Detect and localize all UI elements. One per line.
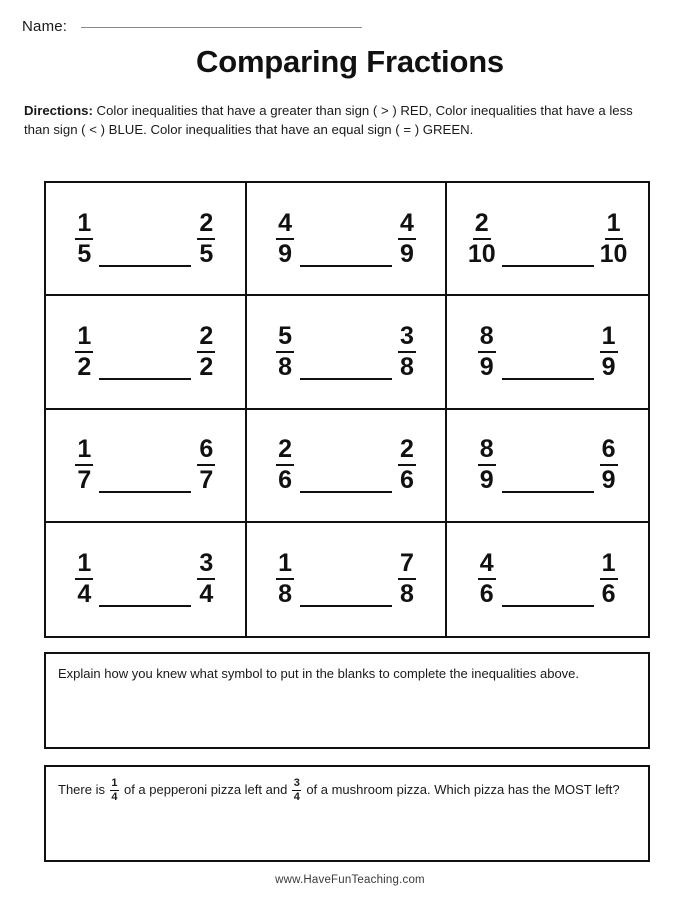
right-fraction-numerator: 4 [398, 211, 416, 240]
right-fraction-denominator: 5 [199, 239, 214, 268]
pizza-prompt-part3: of a mushroom pizza. Which pizza has the MOST left? [306, 781, 620, 797]
left-fraction-denominator: 7 [77, 466, 92, 495]
comparison-problem [46, 321, 245, 381]
left-fraction-denominator: 10 [467, 239, 496, 268]
pizza-fraction-two [292, 778, 301, 803]
left-fraction-denominator: 6 [278, 466, 292, 495]
comparison-symbol-blank[interactable] [300, 437, 392, 493]
left-fraction-denominator: 5 [77, 239, 92, 268]
left-fraction-numerator: 1 [75, 551, 93, 580]
directions-label: Directions: [24, 103, 93, 118]
comparison-problem [447, 321, 648, 381]
left-fraction [478, 437, 496, 493]
comparison-symbol-blank[interactable] [300, 324, 392, 380]
left-fraction-denominator: 6 [479, 580, 494, 609]
fraction-cell[interactable] [247, 523, 448, 636]
comparison-problem [46, 437, 245, 493]
right-fraction-numerator: 1 [605, 211, 623, 240]
left-fraction-numerator: 8 [478, 437, 496, 466]
name-write-line[interactable] [81, 27, 362, 28]
comparison-symbol-blank[interactable] [99, 551, 191, 607]
left-fraction-denominator: 2 [77, 352, 92, 381]
left-fraction [75, 437, 93, 493]
left-fraction-numerator: 1 [276, 551, 294, 580]
comparison-symbol-blank[interactable] [99, 324, 191, 380]
left-fraction-numerator: 4 [478, 551, 496, 580]
name-field-row [22, 18, 362, 35]
left-fraction [75, 321, 93, 381]
left-fraction [75, 551, 93, 607]
comparison-problem [447, 208, 648, 268]
fraction-cell[interactable] [447, 183, 648, 296]
right-fraction-denominator: 9 [399, 239, 414, 268]
left-fraction-denominator: 9 [278, 239, 292, 268]
comparison-problem [447, 551, 648, 607]
right-fraction-denominator: 9 [601, 466, 616, 495]
fraction-problem-grid [44, 181, 650, 638]
left-fraction-denominator: 4 [77, 580, 92, 609]
fraction-cell[interactable] [447, 410, 648, 523]
right-fraction-numerator: 7 [398, 551, 416, 580]
comparison-symbol-blank[interactable] [502, 324, 594, 380]
fraction-cell[interactable] [46, 523, 247, 636]
right-fraction-denominator: 8 [399, 580, 414, 609]
left-fraction-numerator: 8 [478, 324, 496, 353]
explain-prompt: Explain how you knew what symbol to put in the blanks to complete the inequalities above. [58, 666, 580, 681]
left-fraction [467, 208, 496, 268]
left-fraction-numerator: 1 [75, 211, 93, 240]
right-fraction-denominator: 9 [601, 352, 616, 381]
right-fraction-numerator: 2 [197, 211, 215, 240]
left-fraction [276, 551, 294, 607]
right-fraction-numerator: 1 [600, 551, 618, 580]
left-fraction [75, 208, 93, 268]
pizza-prompt-part2: of a pepperoni pizza left and [123, 781, 288, 797]
right-fraction-denominator: 6 [601, 580, 616, 609]
right-fraction-numerator: 3 [398, 324, 416, 353]
left-fraction [276, 208, 294, 268]
right-fraction [600, 321, 618, 381]
left-fraction-numerator: 4 [276, 211, 294, 240]
right-fraction [197, 208, 215, 268]
right-fraction-denominator: 4 [199, 580, 214, 609]
left-fraction-denominator: 8 [278, 580, 292, 609]
page-title: Comparing Fractions [196, 44, 504, 79]
comparison-symbol-blank[interactable] [502, 551, 594, 607]
pizza-fraction-one [110, 778, 119, 803]
left-fraction-numerator: 5 [276, 324, 294, 353]
right-fraction-denominator: 10 [599, 239, 628, 268]
comparison-problem [247, 321, 446, 381]
left-fraction-denominator: 9 [479, 466, 494, 495]
comparison-problem [447, 437, 648, 493]
left-fraction-denominator: 9 [479, 352, 494, 381]
footer-website: www.HaveFunTeaching.com [275, 874, 425, 886]
right-fraction-denominator: 8 [399, 352, 414, 381]
fraction-cell[interactable] [46, 296, 247, 409]
comparison-problem [247, 437, 446, 493]
pizza-prompt [46, 767, 648, 802]
right-fraction-numerator: 6 [197, 437, 215, 466]
right-fraction [398, 437, 416, 493]
fraction-cell[interactable] [247, 296, 448, 409]
comparison-symbol-blank[interactable] [99, 211, 191, 267]
name-label: Name: [22, 18, 68, 35]
left-fraction-numerator: 1 [75, 324, 93, 353]
left-fraction [276, 437, 294, 493]
comparison-symbol-blank[interactable] [502, 437, 594, 493]
pizza-fraction-two-denominator: 4 [293, 791, 300, 803]
left-fraction-numerator: 2 [473, 211, 491, 240]
right-fraction [197, 551, 215, 607]
fraction-cell[interactable] [247, 410, 448, 523]
left-fraction [478, 551, 496, 607]
comparison-symbol-blank[interactable] [300, 551, 392, 607]
fraction-cell[interactable] [247, 183, 448, 296]
right-fraction-numerator: 2 [398, 437, 416, 466]
left-fraction [276, 321, 294, 381]
left-fraction-denominator: 8 [278, 352, 292, 381]
fraction-cell[interactable] [46, 183, 247, 296]
fraction-cell[interactable] [447, 296, 648, 409]
pizza-prompt-part1: There is [58, 781, 105, 797]
right-fraction [600, 437, 618, 493]
right-fraction [197, 437, 215, 493]
right-fraction [599, 208, 628, 268]
right-fraction [600, 551, 618, 607]
right-fraction [398, 321, 416, 381]
directions-text: Color inequalities that have a greater than sign ( > ) RED, Color inequalities that have a less than sign ( < ) BLUE. Color inequalities that have an equal sign ( = ) GREEN. [24, 103, 633, 137]
right-fraction-denominator: 7 [199, 466, 214, 495]
comparison-problem [46, 551, 245, 607]
comparison-symbol-blank[interactable] [99, 437, 191, 493]
right-fraction-numerator: 1 [600, 324, 618, 353]
comparison-symbol-blank[interactable] [300, 211, 392, 267]
pizza-fraction-one-denominator: 4 [111, 791, 118, 803]
right-fraction [398, 551, 416, 607]
comparison-problem [247, 551, 446, 607]
right-fraction-numerator: 3 [197, 551, 215, 580]
pizza-fraction-one-numerator: 1 [111, 777, 118, 789]
right-fraction-numerator: 6 [600, 437, 618, 466]
right-fraction [197, 321, 215, 381]
right-fraction-denominator: 2 [199, 352, 214, 381]
left-fraction [478, 321, 496, 381]
directions [24, 102, 654, 139]
pizza-word-problem-box[interactable] [44, 765, 650, 862]
comparison-problem [46, 208, 245, 268]
right-fraction-numerator: 2 [197, 324, 215, 353]
comparison-problem [247, 208, 446, 268]
comparison-symbol-blank[interactable] [502, 211, 594, 267]
fraction-cell[interactable] [447, 523, 648, 636]
fraction-cell[interactable] [46, 410, 247, 523]
pizza-fraction-two-numerator: 3 [293, 777, 300, 789]
explain-answer-box[interactable] [44, 652, 650, 749]
left-fraction-numerator: 1 [75, 437, 93, 466]
right-fraction [398, 208, 416, 268]
left-fraction-numerator: 2 [276, 437, 294, 466]
right-fraction-denominator: 6 [399, 466, 414, 495]
